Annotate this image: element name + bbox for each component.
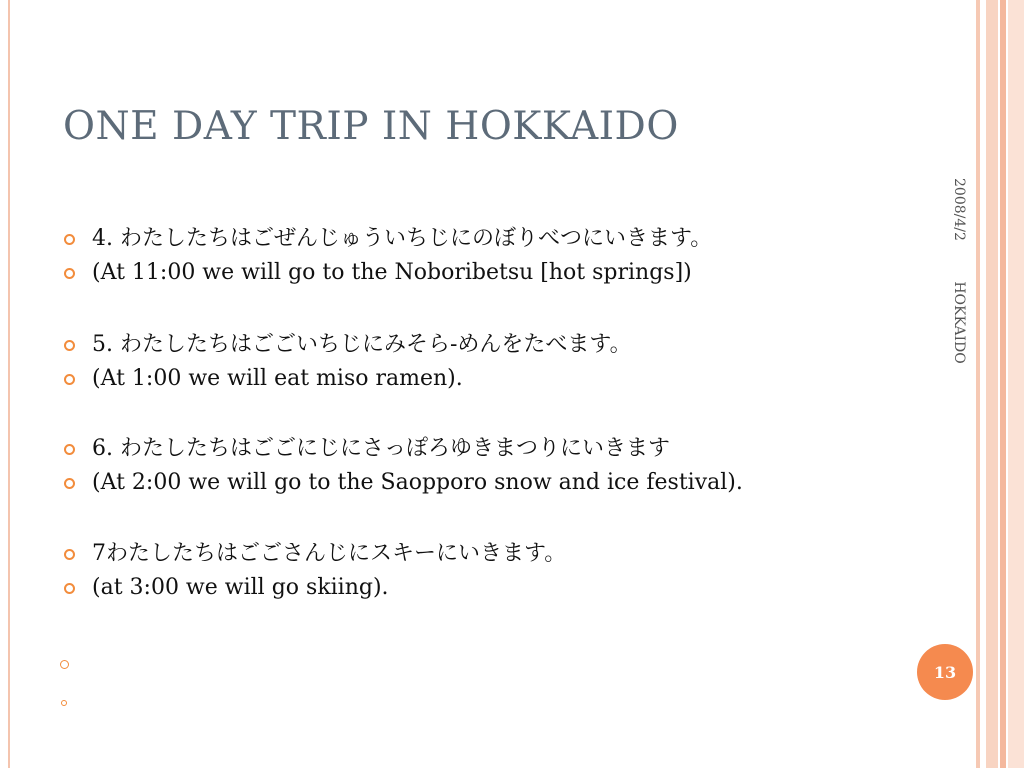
slide-title: ONE DAY TRIP IN HOKKAIDO <box>63 104 679 149</box>
list-item-text: (at 3:00 we will go skiing). <box>92 575 389 600</box>
list-item <box>64 432 944 466</box>
bullet-icon <box>64 340 75 351</box>
list-item-text: 6. わたしたちはごごにじにさっぽろゆきまつりにいきます <box>92 436 670 461</box>
list-item-text: (At 1:00 we will eat miso ramen). <box>92 366 463 391</box>
list-item-text: 7わたしたちはごごさんじにスキーにいきます。 <box>92 541 567 566</box>
side-footer-text: HOKKAIDO <box>951 281 967 364</box>
list-item-text: (At 2:00 we will go to the Saopporo snow and ice festival). <box>92 470 743 495</box>
left-border-line <box>8 0 10 768</box>
list-item <box>64 362 944 396</box>
empty-bullet-icon <box>60 660 69 669</box>
list-item <box>64 571 944 605</box>
bullet-icon <box>64 583 75 594</box>
page-number-badge: 13 <box>917 644 973 700</box>
right-stripe-2 <box>986 0 998 768</box>
bullet-icon <box>64 478 75 489</box>
bullet-icon <box>64 549 75 560</box>
list-item <box>64 537 944 571</box>
list-item <box>64 328 944 362</box>
bullet-icon <box>64 268 75 279</box>
list-item <box>64 466 944 500</box>
slide-body <box>64 222 944 605</box>
list-item-text: 5. わたしたちはごごいちじにみそら-めんをたべます。 <box>92 332 632 357</box>
side-date: 2008/4/2 <box>951 178 967 241</box>
side-footer <box>951 178 967 364</box>
bullet-icon <box>64 444 75 455</box>
right-stripe-3 <box>1000 0 1006 768</box>
list-item-text: (At 11:00 we will go to the Noboribetsu [hot springs]) <box>92 260 692 285</box>
bullet-icon <box>64 234 75 245</box>
list-item <box>64 222 944 256</box>
right-stripe-1 <box>976 0 980 768</box>
bullet-icon <box>64 374 75 385</box>
list-item <box>64 256 944 290</box>
right-stripe-4 <box>1008 0 1024 768</box>
empty-sub-bullet-icon <box>61 700 67 706</box>
list-item-text: 4. わたしたちはごぜんじゅういちじにのぼりべつにいきます。 <box>92 226 713 251</box>
